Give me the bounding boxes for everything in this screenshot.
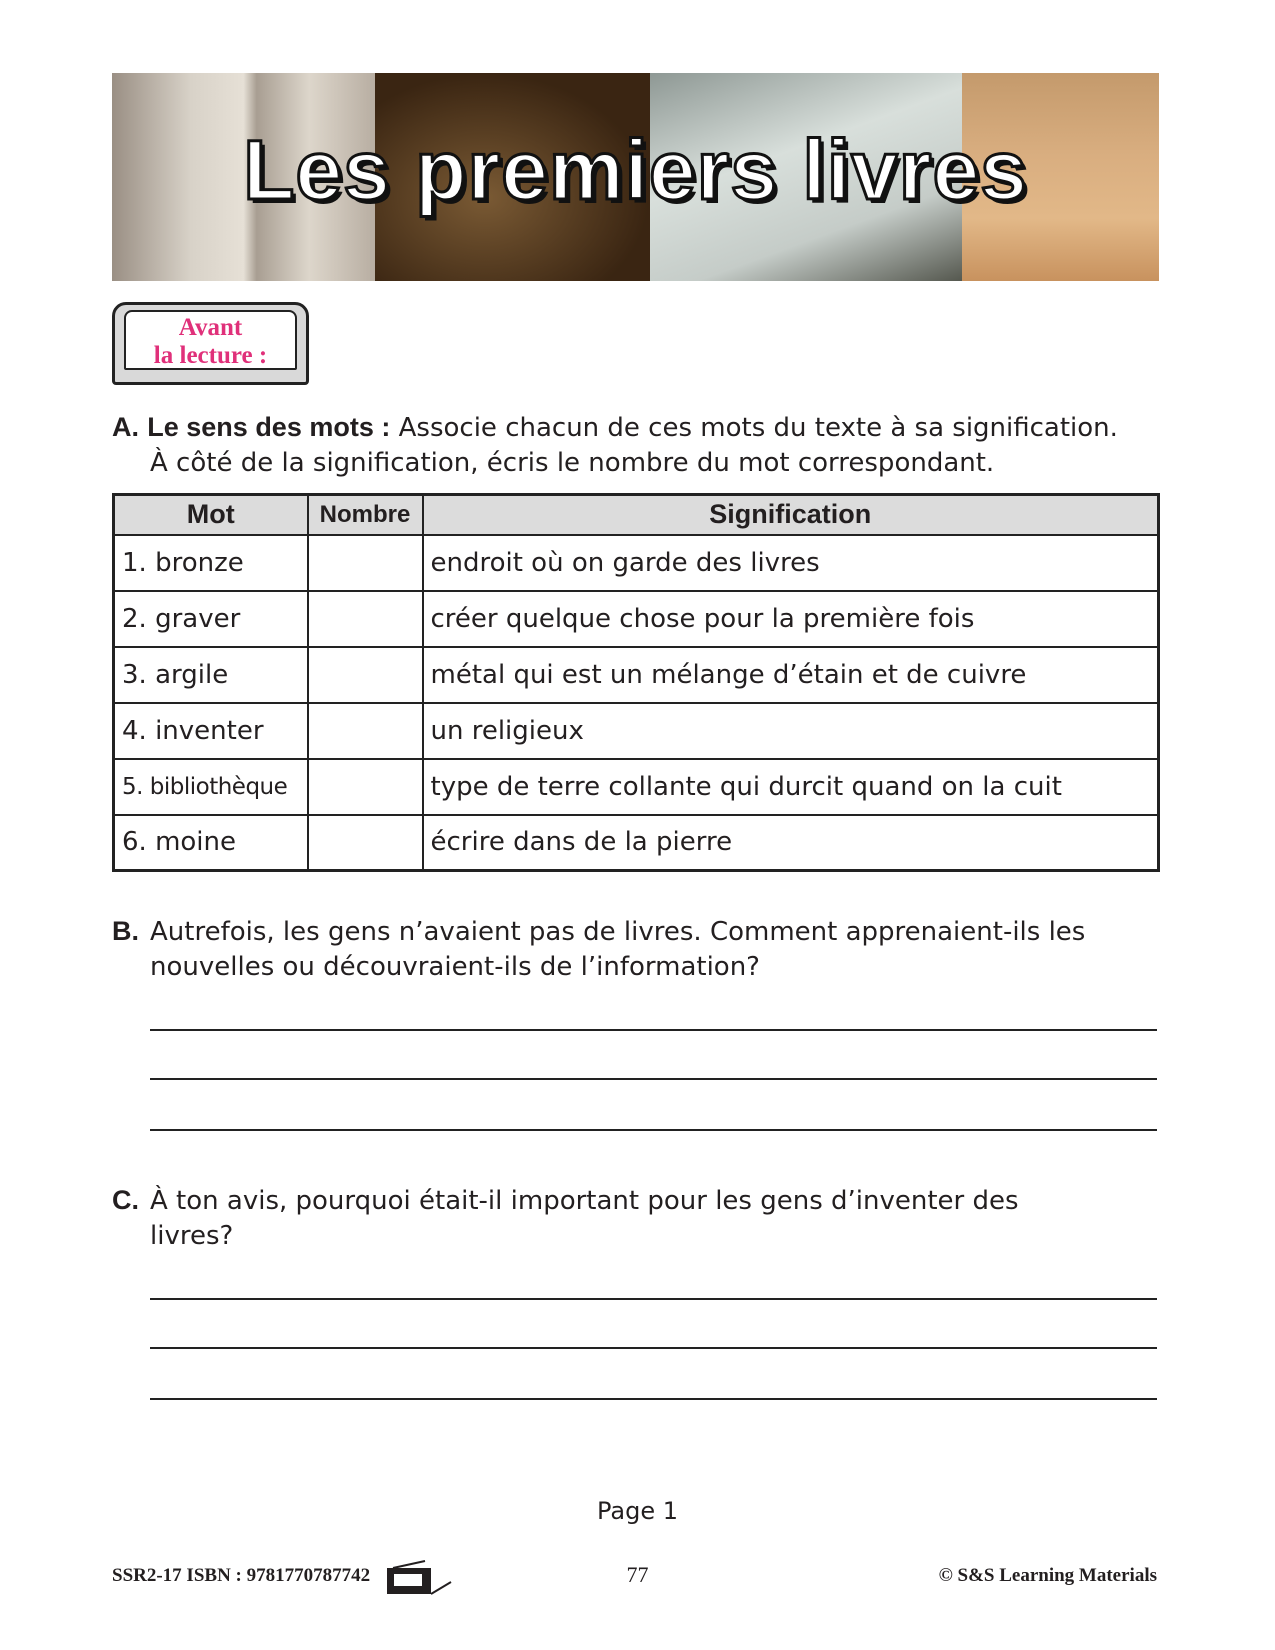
cell-nombre[interactable]: [308, 759, 423, 815]
section-a-text1: Associe chacun de ces mots du texte à sa signification.: [390, 413, 1118, 443]
cell-nombre[interactable]: [308, 535, 423, 591]
badge-line2: la lecture :: [153, 342, 268, 369]
cell-nombre[interactable]: [308, 703, 423, 759]
header-mot: Mot: [114, 495, 308, 535]
table-header-row: [114, 495, 1159, 535]
cell-nombre[interactable]: [308, 591, 423, 647]
vocabulary-table: [112, 493, 1160, 872]
page-title: Les premiers livres: [243, 123, 1028, 217]
section-b-question: [112, 914, 1172, 985]
cell-signification: un religieux: [423, 703, 1159, 759]
section-b-text1: Autrefois, les gens n’avaient pas de livres. Comment apprenaient-ils les: [150, 917, 1086, 947]
answer-line[interactable]: [150, 1029, 1157, 1031]
cell-signification: métal qui est un mélange d’étain et de cuivre: [423, 647, 1159, 703]
cell-nombre[interactable]: [308, 647, 423, 703]
answer-line[interactable]: [150, 1347, 1157, 1349]
section-a-text2: À côté de la signification, écris le nombre du mot correspondant.: [150, 448, 995, 478]
footer-isbn: SSR2-17 ISBN : 9781770787742: [112, 1565, 371, 1586]
table-row: [114, 759, 1159, 815]
cell-signification: type de terre collante qui durcit quand on la cuit: [423, 759, 1159, 815]
cell-signification: écrire dans de la pierre: [423, 815, 1159, 871]
table-row: [114, 815, 1159, 871]
page-label: Page 1: [597, 1497, 678, 1525]
table-row: [114, 535, 1159, 591]
cell-mot: 2. graver: [114, 591, 308, 647]
header-nombre: Nombre: [308, 495, 423, 535]
table-row: [114, 647, 1159, 703]
section-a-heading: Le sens des mots :: [147, 412, 391, 442]
footer-page-number: 77: [626, 1562, 649, 1587]
section-c-letter: C.: [112, 1185, 139, 1215]
cell-mot: 1. bronze: [114, 535, 308, 591]
cell-mot: 4. inventer: [114, 703, 308, 759]
cell-mot: 6. moine: [114, 815, 308, 871]
section-b-text2: nouvelles ou découvraient-ils de l’information?: [150, 952, 760, 982]
table-row: [114, 591, 1159, 647]
footer-copyright: © S&S Learning Materials: [938, 1565, 1157, 1586]
badge-line1: Avant: [178, 314, 243, 341]
answer-line[interactable]: [150, 1129, 1157, 1131]
answer-line[interactable]: [150, 1078, 1157, 1080]
avant-lecture-badge: [112, 302, 309, 385]
answer-line[interactable]: [150, 1298, 1157, 1300]
section-a-instructions: [112, 410, 1172, 481]
cell-nombre[interactable]: [308, 815, 423, 871]
header-signification: Signification: [423, 495, 1159, 535]
section-c-text1: À ton avis, pourquoi était-il important pour les gens d’inventer des: [150, 1186, 1019, 1216]
section-b-letter: B.: [112, 916, 139, 946]
section-a-letter: A.: [112, 412, 139, 442]
table-row: [114, 703, 1159, 759]
cell-mot: 5. bibliothèque: [114, 759, 308, 815]
section-c-text2: livres?: [150, 1221, 234, 1251]
cell-mot: 3. argile: [114, 647, 308, 703]
cell-signification: endroit où on garde des livres: [423, 535, 1159, 591]
section-c-question: [112, 1183, 1172, 1254]
answer-line[interactable]: [150, 1398, 1157, 1400]
cell-signification: créer quelque chose pour la première fois: [423, 591, 1159, 647]
